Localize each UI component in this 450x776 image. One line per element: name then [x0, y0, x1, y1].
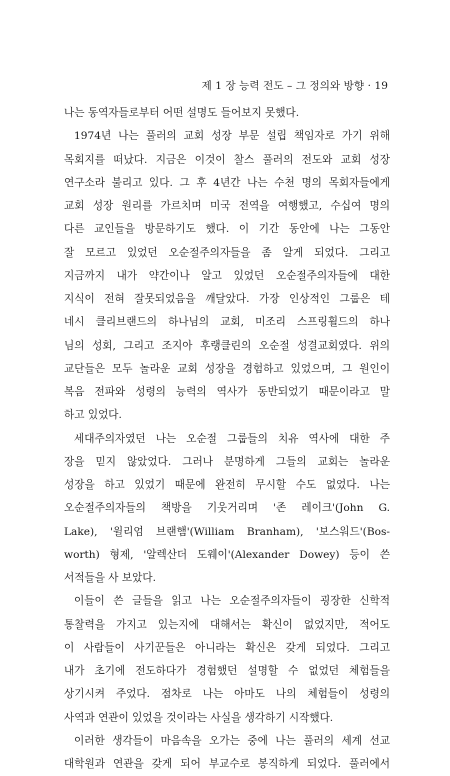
running-head: 제 1 장 능력 전도 – 그 정의와 방향 · 19 [201, 80, 388, 92]
text-line: 오순절주의자들의 책방을 기웃거리며 '존 레이크'(John G. [64, 502, 390, 515]
text-line: 장을 믿지 않았었다. 그러나 분명하게 그들의 교회는 놀라운 [64, 455, 390, 468]
text-line: 지금까지 내가 약간이나 알고 있었던 오순절주의자들에 대한 [64, 269, 390, 282]
text-line: 님의 성회, 그리고 조지아 후랭클린의 오순절 성결교회였다. 위의 [64, 339, 390, 352]
text-line: 교단들은 모두 놀라운 교회 성장을 경험하고 있었으며, 그 원인이 [64, 362, 390, 375]
text-line: 연구소라 불리고 있다. 그 후 4년간 나는 수천 명의 목회자들에게 [64, 176, 390, 189]
text-line: 하고 있었다. [64, 409, 122, 422]
text-line: 목회지를 떠났다. 지금은 이것이 찰스 풀러의 전도와 교회 성장 [64, 153, 390, 166]
text-line: 이러한 생각들이 마음속을 오가는 중에 나는 풀러의 세계 선교 [74, 734, 390, 747]
text-line: 다른 교인들을 방문하기도 했다. 이 기간 동안에 나는 그동안 [64, 223, 390, 236]
text-line: worth) 형제, '알렉산더 도웨이'(Alexander Dowey) 등이 쓴 [64, 548, 390, 561]
text-line: 나는 동역자들로부터 어떤 설명도 들어보지 못했다. [64, 107, 300, 119]
text-line: 대학원과 연관을 갖게 되어 부교수로 봉직하게 되었다. 풀러에서 [64, 758, 390, 770]
text-line: 세대주의자였던 나는 오순절 그룹들의 치유 역사에 대한 주 [74, 432, 390, 445]
text-line: 네시 클리브랜드의 하나님의 교회, 미조리 스프링휠드의 하나 [64, 316, 390, 329]
text-line: 잘 모르고 있었던 오순절주의자들을 좀 알게 되었다. 그리고 [64, 246, 390, 259]
text-line: 이 사람들이 사기꾼들은 아니라는 확신은 갖게 되었다. 그리고 [64, 641, 390, 654]
text-line: 교회 성장 원리를 가르치며 미국 전역을 여행했고, 수십여 명의 [64, 200, 390, 212]
text-line: 이들이 쓴 글들을 읽고 나는 오순절주의자들이 굉장한 신학적 [74, 595, 390, 608]
text-line: 상기시켜 주었다. 점차로 나는 아마도 나의 체험들이 성령의 [64, 688, 390, 701]
text-line: 지식이 전혀 잘못되었음을 깨달았다. 가장 인상적인 그룹은 테 [64, 293, 390, 305]
body-text [64, 102, 390, 776]
text-line: 복음 전파와 성령의 능력의 역사가 동반되었기 때문이라고 말 [64, 386, 390, 398]
text-line: 성장을 하고 있었기 때문에 완전히 무시할 수도 없었다. 나는 [64, 479, 390, 491]
text-line: 서적들을 사 보았다. [64, 572, 156, 584]
text-line: 통찰력을 가지고 있는지에 대해서는 확신이 없었지만, 적어도 [64, 618, 390, 631]
text-line: Lake), '윌리엄 브랜햄'(William Branham), '보스워드'(Bos- [64, 525, 390, 538]
text-line: 1974년 나는 풀러의 교회 성장 부문 설립 책임자로 가기 위해 [74, 130, 390, 143]
text-line: 사역과 연관이 있었을 것이라는 사실을 생각하기 시작했다. [64, 711, 334, 724]
text-line: 내가 초기에 전도하다가 경험했던 설명할 수 없었던 체험들을 [64, 665, 390, 677]
